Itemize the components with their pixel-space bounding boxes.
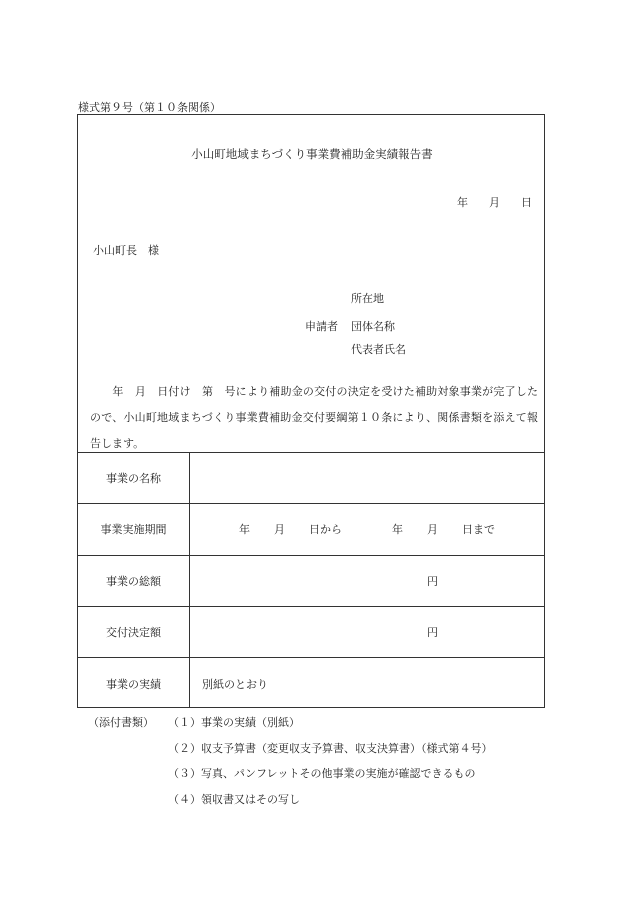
period-from-month: 月 bbox=[274, 523, 285, 536]
results-label: 事業の実績 bbox=[106, 678, 161, 691]
form-title: 小山町地域まちづくり事業費補助金実績報告書 bbox=[191, 147, 433, 161]
attachment-item: （２）収支予算書（変更収支予算書、収支決算書）（様式第４号） bbox=[168, 742, 493, 755]
date-day: 日 bbox=[521, 196, 532, 209]
representative-label: 代表者氏名 bbox=[351, 343, 406, 356]
table-top-border bbox=[78, 452, 544, 453]
group-name-label: 団体名称 bbox=[351, 320, 395, 333]
period-from-year: 年 bbox=[239, 523, 250, 536]
results-value: 別紙のとおり bbox=[202, 678, 268, 691]
attachments-label: （添付書類） bbox=[88, 716, 154, 729]
grant-amount-unit: 円 bbox=[427, 626, 438, 639]
grant-amount-label: 交付決定額 bbox=[106, 626, 161, 639]
date-line bbox=[457, 194, 532, 210]
attachment-item: （４）領収書又はその写し bbox=[168, 793, 300, 806]
table-divider bbox=[78, 503, 544, 504]
report-statement: 年 月 日付け 第 号により補助金の交付の決定を受けた補助対象事業が完了したので、小山町地域まちづくり事業費補助金交付要綱第１０条により、関係書類を添えて報告します。 bbox=[90, 385, 538, 450]
period-label: 事業実施期間 bbox=[100, 523, 167, 536]
date-year: 年 bbox=[457, 196, 468, 209]
table-divider bbox=[78, 657, 544, 658]
address-label: 所在地 bbox=[351, 292, 384, 305]
date-month: 月 bbox=[489, 196, 500, 209]
table-column-divider bbox=[189, 452, 190, 707]
period-to-day: 日まで bbox=[462, 523, 495, 536]
total-cost-unit: 円 bbox=[427, 575, 438, 588]
period-from-day: 日から bbox=[309, 523, 342, 536]
report-form bbox=[77, 114, 545, 708]
period-to-year: 年 bbox=[392, 523, 403, 536]
form-number: 様式第９号（第１０条関係） bbox=[78, 101, 221, 114]
project-name-label: 事業の名称 bbox=[106, 472, 161, 485]
attachment-item: （１）事業の実績（別紙） bbox=[168, 716, 300, 729]
addressee: 小山町長 様 bbox=[93, 244, 159, 257]
table-divider bbox=[78, 555, 544, 556]
period-to-month: 月 bbox=[427, 523, 438, 536]
attachment-item: （３）写真、パンフレットその他事業の実施が確認できるもの bbox=[168, 767, 476, 780]
applicant-role: 申請者 bbox=[305, 320, 338, 333]
table-divider bbox=[78, 606, 544, 607]
total-cost-label: 事業の総額 bbox=[106, 575, 161, 588]
